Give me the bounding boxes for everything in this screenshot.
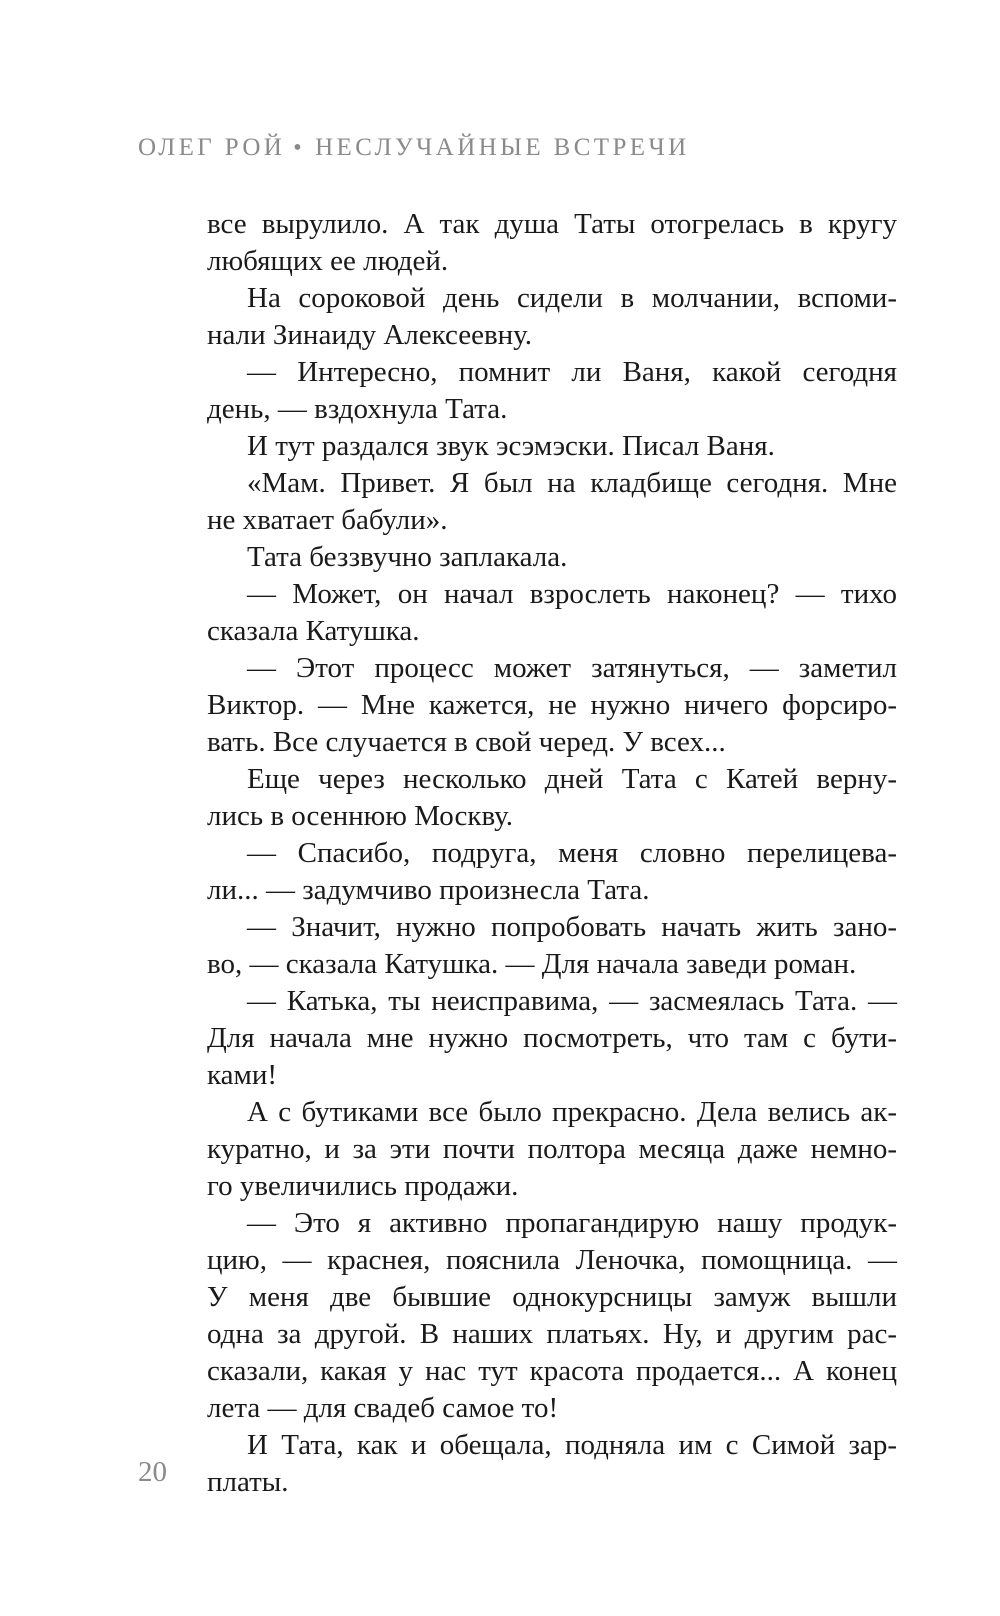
text-line: — Значит, нужно попробовать начать жить зано- <box>247 911 897 943</box>
text-line: — Этот процесс может затянуться, — заметил <box>247 652 897 684</box>
text-line: ками! <box>207 1059 278 1091</box>
text-line: У меня две бывшие однокурсницы замуж вышли <box>207 1281 897 1313</box>
text-line: И тут раздался звук эсэмэски. Писал Ваня. <box>247 430 775 462</box>
text-line: На сороковой день сидели в молчании, вспоми- <box>247 282 897 314</box>
running-head <box>138 134 690 162</box>
text-line: куратно, и за эти почти полтора месяца даже немно- <box>207 1133 897 1165</box>
text-line: го увеличились продажи. <box>207 1170 519 1202</box>
text-line: — Может, он начал взрослеть наконец? — тихо <box>247 578 897 610</box>
text-line: не хватает бабули». <box>207 504 448 536</box>
text-line: — Спасибо, подруга, меня словно перелицева- <box>247 837 897 869</box>
text-line: нали Зинаиду Алексеевну. <box>207 319 533 351</box>
text-line: сказали, какая у нас тут красота продается... А конец <box>207 1355 897 1387</box>
text-line: любящих ее людей. <box>207 245 449 277</box>
text-line: во, — сказала Катушка. — Для начала заведи роман. <box>207 948 857 980</box>
text-line: Тата беззвучно заплакала. <box>247 541 568 573</box>
running-head-author: ОЛЕГ РОЙ <box>138 134 286 161</box>
text-line: «Мам. Привет. Я был на кладбище сегодня. Мне <box>247 467 897 499</box>
text-line: Для начала мне нужно посмотреть, что там с бути- <box>207 1022 897 1054</box>
text-line: одна за другой. В наших платьях. Ну, и другим рас- <box>207 1318 897 1350</box>
text-line: Виктор. — Мне кажется, не нужно ничего форсиро- <box>207 689 897 721</box>
text-line: А с бутиками все было прекрасно. Дела велись ак- <box>247 1096 897 1128</box>
text-line: день, — вздохнула Тата. <box>207 393 508 425</box>
text-line: лись в осеннюю Москву. <box>207 800 514 832</box>
text-line: лета — для свадеб самое то! <box>207 1392 559 1424</box>
text-line: — Катька, ты неисправима, — засмеялась Тата. — <box>247 985 897 1017</box>
text-line: И Тата, как и обещала, подняла им с Симой зар- <box>247 1429 897 1461</box>
text-line: платы. <box>207 1466 289 1498</box>
running-head-separator: • <box>293 135 306 161</box>
text-line: ли... — задумчиво произнесла Тата. <box>207 874 650 906</box>
text-line: Еще через несколько дней Тата с Катей верну- <box>247 763 897 795</box>
text-line: вать. Все случается в свой черед. У всех... <box>207 726 726 758</box>
page-number: 20 <box>138 1456 167 1488</box>
text-line: — Интересно, помнит ли Ваня, какой сегодня <box>247 356 897 388</box>
body-text <box>207 206 897 1501</box>
text-line: все вырулило. А так душа Таты отогрелась в кругу <box>207 208 897 240</box>
text-line: — Это я активно пропагандирую нашу продук- <box>247 1207 897 1239</box>
text-line: сказала Катушка. <box>207 615 420 647</box>
text-line: цию, — краснея, пояснила Леночка, помощница. — <box>207 1244 897 1276</box>
running-head-title: НЕСЛУЧАЙНЫЕ ВСТРЕЧИ <box>315 134 690 161</box>
